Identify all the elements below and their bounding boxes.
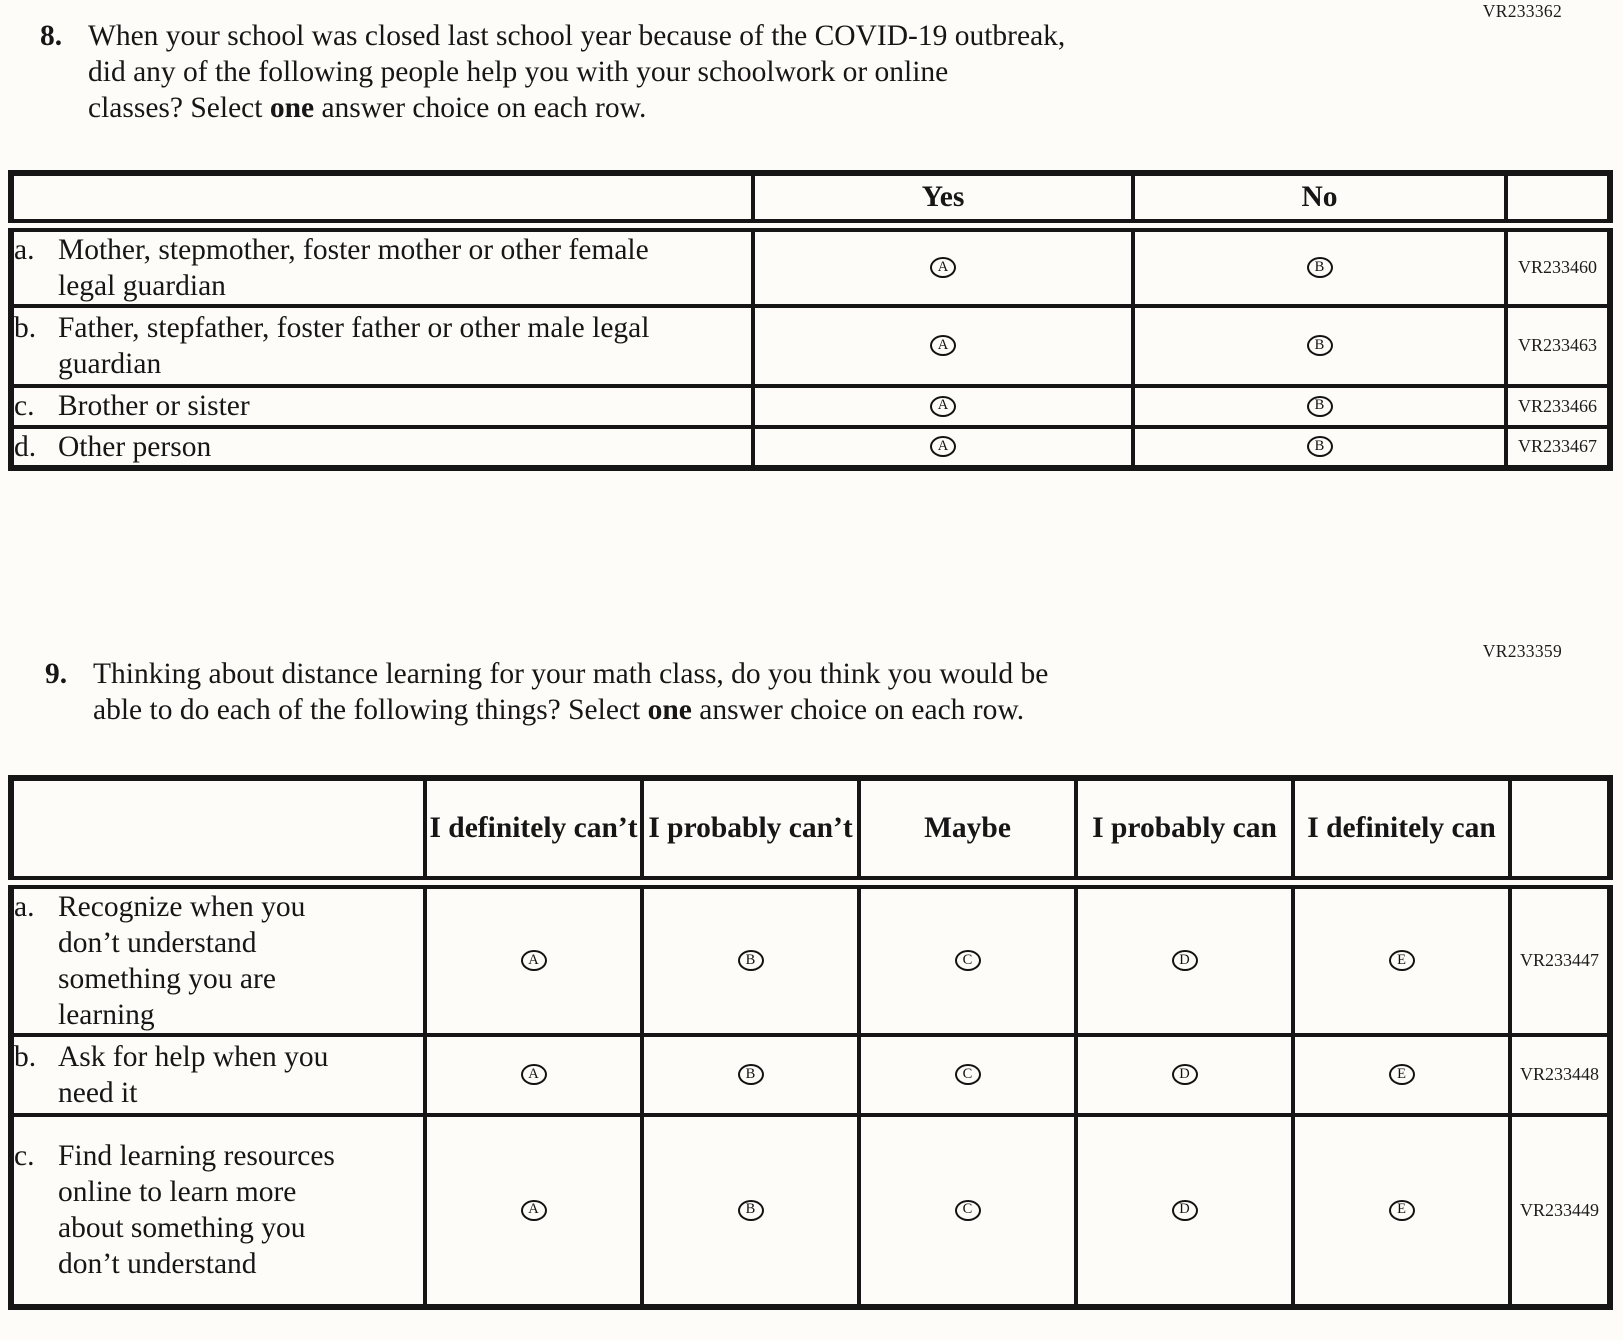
q9-row-a-cell-a: [425, 882, 642, 1035]
q9-row-a-cell-d: [1076, 882, 1293, 1035]
q9-row-c-stub: [11, 1115, 425, 1307]
question-8-line3: classes? Select one answer choice on each row.: [88, 92, 647, 124]
q8-row-d-no-cell: [1133, 427, 1506, 468]
question-8: [40, 18, 1065, 126]
q9-row-c-cell-a: [425, 1115, 642, 1307]
q8-row-c-no-cell: [1133, 386, 1506, 427]
q9-header-blank: [11, 778, 425, 882]
row-label: Father, stepfather, foster father or other male legal guardian: [58, 311, 650, 380]
answer-bubble-e[interactable]: E: [1389, 1064, 1415, 1085]
q9-row-c-cell-e: [1293, 1115, 1510, 1307]
question-8-line2: did any of the following people help you with your schoolwork or online: [88, 56, 949, 88]
item-code: VR233467: [1506, 427, 1610, 468]
q8-header-blank: [11, 173, 753, 225]
answer-bubble-yes[interactable]: A: [930, 396, 956, 417]
row-label: Find learning resources online to learn more about something you don’t understand: [58, 1140, 335, 1280]
q9-row-c-cell-d: [1076, 1115, 1293, 1307]
q9-row-a: [11, 882, 1610, 1035]
answer-bubble-yes[interactable]: A: [930, 335, 956, 356]
q8-header-code-blank: [1506, 173, 1610, 225]
q8-row-c: [11, 386, 1610, 427]
row-letter: d.: [14, 430, 37, 463]
question-8-number: 8.: [40, 20, 63, 52]
q8-row-a: [11, 225, 1610, 306]
q8-row-d: [11, 427, 1610, 468]
answer-bubble-b[interactable]: B: [738, 950, 764, 971]
item-code: VR233448: [1510, 1035, 1610, 1115]
answer-bubble-d[interactable]: D: [1172, 1064, 1198, 1085]
question-9: [45, 656, 1048, 728]
q9-row-b-cell-a: [425, 1035, 642, 1115]
q9-row-a-stub: [11, 882, 425, 1035]
form-code-q8: VR233362: [1482, 1, 1562, 21]
q9-row-a-cell-e: [1293, 882, 1510, 1035]
row-letter: a.: [14, 890, 35, 923]
q9-row-b-cell-b: [642, 1035, 859, 1115]
answer-bubble-a[interactable]: A: [521, 1200, 547, 1221]
q8-row-a-no-cell: [1133, 225, 1506, 306]
question-9-number: 9.: [45, 658, 68, 690]
form-code-q9: VR233359: [1482, 641, 1562, 661]
row-label: Other person: [58, 430, 212, 463]
q9-header-definitely-cant: I definitely can’t: [425, 778, 642, 882]
q8-header-no: No: [1133, 173, 1506, 225]
answer-bubble-no[interactable]: B: [1307, 396, 1333, 417]
question-8-text: [88, 18, 1065, 126]
answer-bubble-c[interactable]: C: [955, 1064, 981, 1085]
q9-response-table: [8, 775, 1613, 1310]
row-letter: c.: [14, 1140, 35, 1172]
answer-bubble-c[interactable]: C: [955, 1200, 981, 1221]
q9-header-code-blank: [1510, 778, 1610, 882]
question-9-line1: Thinking about distance learning for your math class, do you think you would be: [93, 658, 1049, 690]
q9-row-c: [11, 1115, 1610, 1307]
answer-bubble-d[interactable]: D: [1172, 950, 1198, 971]
q8-row-b-yes-cell: [753, 306, 1133, 386]
q9-row-b-cell-d: [1076, 1035, 1293, 1115]
row-letter: b.: [14, 1040, 37, 1073]
q9-row-c-cell-c: [859, 1115, 1076, 1307]
answer-bubble-no[interactable]: B: [1307, 257, 1333, 278]
row-letter: a.: [14, 233, 35, 266]
answer-bubble-a[interactable]: A: [521, 950, 547, 971]
item-code: VR233466: [1506, 386, 1610, 427]
q8-row-d-yes-cell: [753, 427, 1133, 468]
row-label: Mother, stepmother, foster mother or other female legal guardian: [58, 233, 649, 302]
question-8-line1: When your school was closed last school year because of the COVID-19 outbreak,: [88, 20, 1066, 52]
row-letter: b.: [14, 311, 37, 344]
question-9-text: [93, 656, 1048, 728]
q9-header-definitely-can: I definitely can: [1293, 778, 1510, 882]
q9-row-a-cell-b: [642, 882, 859, 1035]
row-label: Brother or sister: [58, 390, 250, 422]
q9-row-a-cell-c: [859, 882, 1076, 1035]
q9-row-b: [11, 1035, 1610, 1115]
q9-header-probably-can: I probably can: [1076, 778, 1293, 882]
q9-row-c-cell-b: [642, 1115, 859, 1307]
row-letter: c.: [14, 390, 35, 422]
answer-bubble-b[interactable]: B: [738, 1200, 764, 1221]
answer-bubble-no[interactable]: B: [1307, 436, 1333, 457]
row-label: Ask for help when you need it: [58, 1040, 329, 1109]
answer-bubble-d[interactable]: D: [1172, 1200, 1198, 1221]
q9-header-probably-cant: I probably can’t: [642, 778, 859, 882]
answer-bubble-c[interactable]: C: [955, 950, 981, 971]
q8-response-table: [8, 170, 1613, 471]
q8-row-b-no-cell: [1133, 306, 1506, 386]
answer-bubble-e[interactable]: E: [1389, 950, 1415, 971]
q8-row-c-yes-cell: [753, 386, 1133, 427]
item-code: VR233447: [1510, 882, 1610, 1035]
q9-header-maybe: Maybe: [859, 778, 1076, 882]
answer-bubble-yes[interactable]: A: [930, 436, 956, 457]
q8-row-a-stub: [11, 225, 753, 306]
answer-bubble-e[interactable]: E: [1389, 1200, 1415, 1221]
item-code: VR233460: [1506, 225, 1610, 306]
q8-row-d-stub: [11, 427, 753, 468]
q9-row-b-stub: [11, 1035, 425, 1115]
answer-bubble-no[interactable]: B: [1307, 335, 1333, 356]
q8-row-c-stub: [11, 386, 753, 427]
q8-row-b-stub: [11, 306, 753, 386]
answer-bubble-b[interactable]: B: [738, 1064, 764, 1085]
answer-bubble-a[interactable]: A: [521, 1064, 547, 1085]
item-code: VR233463: [1506, 306, 1610, 386]
question-9-line2: able to do each of the following things? Select one answer choice on each row.: [93, 694, 1025, 726]
q8-row-a-yes-cell: [753, 225, 1133, 306]
answer-bubble-yes[interactable]: A: [930, 257, 956, 278]
item-code: VR233449: [1510, 1115, 1610, 1307]
q8-row-b: [11, 306, 1610, 386]
q8-header-yes: Yes: [753, 173, 1133, 225]
q9-row-b-cell-e: [1293, 1035, 1510, 1115]
q9-row-b-cell-c: [859, 1035, 1076, 1115]
row-label: Recognize when you don’t understand something you are learning: [58, 890, 306, 1031]
